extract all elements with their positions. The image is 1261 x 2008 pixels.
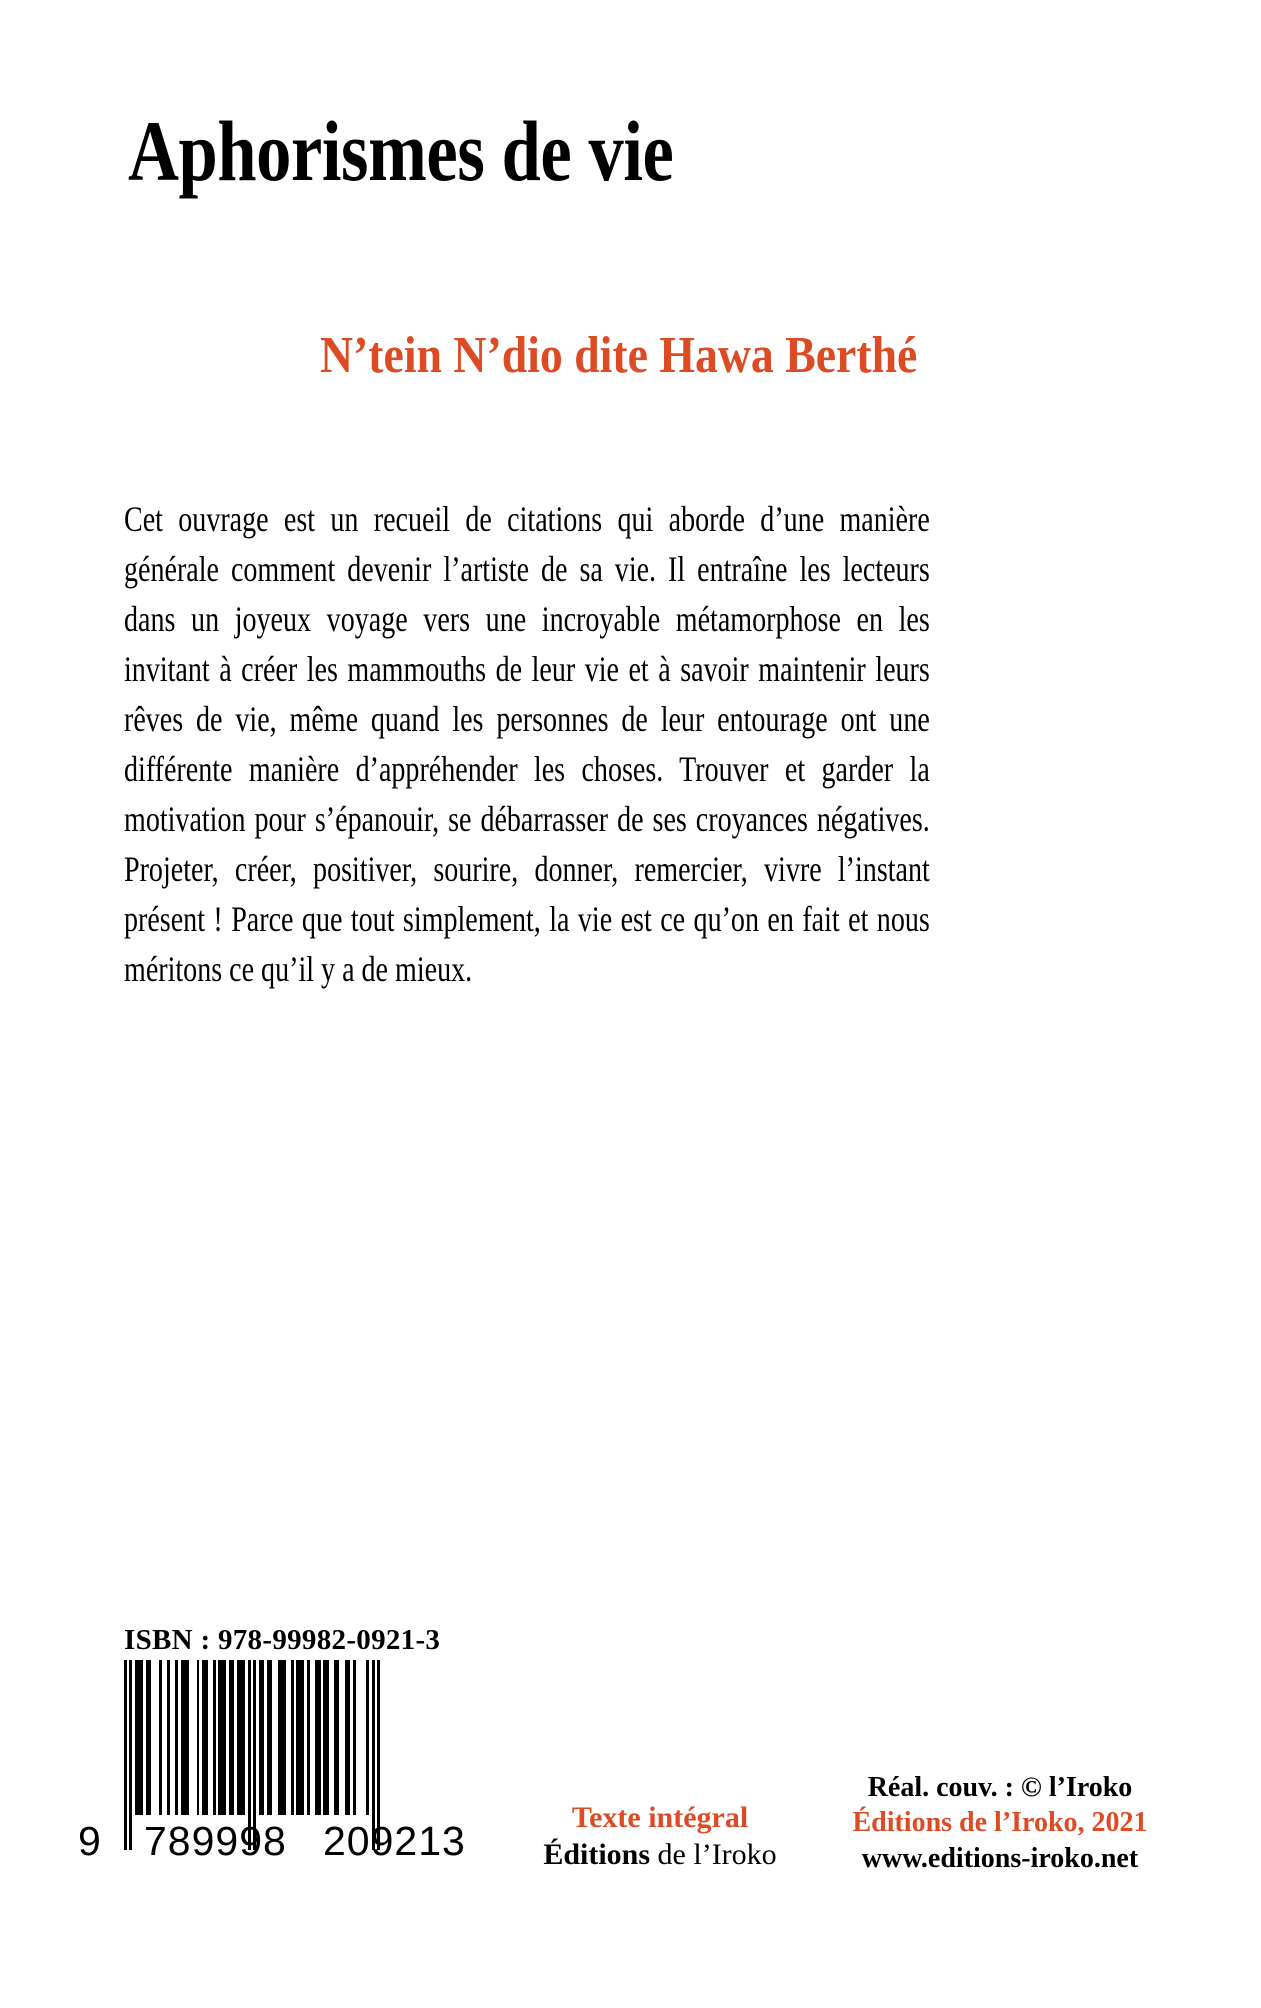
barcode-digit-left: 9 xyxy=(78,1818,102,1864)
barcode-bar xyxy=(167,1660,170,1815)
publisher-year: Éditions de l’Iroko, 2021 xyxy=(852,1807,1148,1839)
barcode-bar xyxy=(259,1660,264,1815)
barcode-bar xyxy=(315,1660,320,1815)
barcode-bar xyxy=(218,1660,226,1815)
barcode-bar xyxy=(197,1660,200,1815)
barcode-bar xyxy=(175,1660,178,1815)
book-title: Aphorismes de vie xyxy=(128,103,674,199)
texte-integral-label: Texte intégral xyxy=(571,1801,749,1834)
publisher-imprint-rest: de l’Iroko xyxy=(650,1837,777,1871)
barcode-bar xyxy=(213,1660,216,1815)
barcode-bar xyxy=(202,1660,207,1815)
barcode-bar xyxy=(345,1660,350,1815)
colophon-block xyxy=(0,1600,1261,2008)
barcode-bar xyxy=(366,1660,369,1815)
publisher-right-column xyxy=(790,1770,1210,1876)
barcode-bar xyxy=(267,1660,272,1815)
barcode-bar xyxy=(159,1660,162,1815)
isbn-barcode xyxy=(78,1660,498,1910)
publisher-imprint xyxy=(510,1837,810,1874)
barcode-bar xyxy=(146,1660,151,1815)
barcode-digit-group-2: 209213 xyxy=(323,1818,466,1864)
barcode-bar xyxy=(135,1660,143,1815)
barcode-digit-group-1: 789998 xyxy=(144,1818,287,1864)
barcode-bar xyxy=(307,1660,310,1815)
barcode-bar xyxy=(229,1660,234,1815)
publisher-imprint-bold: Éditions xyxy=(543,1837,651,1871)
barcode-bar xyxy=(181,1660,189,1815)
isbn-label: ISBN : 978-99982-0921-3 xyxy=(124,1624,441,1656)
publisher-website: www.editions-iroko.net xyxy=(861,1842,1139,1874)
cover-credit: Réal. couv. : © l’Iroko xyxy=(867,1772,1133,1803)
barcode-bar xyxy=(291,1660,294,1815)
book-blurb: Cet ouvrage est un recueil de citations qui aborde d’une manière générale comment devenir l’artiste de sa vie. Il entraîne les lecteurs dans un joyeux voyage vers une incroyable métamorphose en les invitant à créer les mammouths de leur vie et à savoir maintenir leurs rêves de vie, même quand les personnes de leur entourage ont une différente manière d’appréhender les choses. Trouver et garder la motivation pour s’épanouir, se débarrasser de ses croyances négatives. Projeter, créer, positiver, sourire, donner, remercier, vivre l’instant présent ! Parce que tout simplement, la vie est ce qu’on en fait et nous méritons ce qu’il y a de mieux. xyxy=(124,499,930,989)
barcode-digits xyxy=(78,1818,498,1864)
barcode-bar xyxy=(334,1660,339,1815)
barcode-bar xyxy=(237,1660,245,1815)
barcode-bar xyxy=(323,1660,328,1815)
barcode-bar xyxy=(353,1660,356,1815)
barcode-bar xyxy=(296,1660,304,1815)
publisher-center-column xyxy=(510,1800,810,1873)
barcode-bar xyxy=(278,1660,286,1815)
book-author: N’tein N’dio dite Hawa Berthé xyxy=(320,327,918,384)
